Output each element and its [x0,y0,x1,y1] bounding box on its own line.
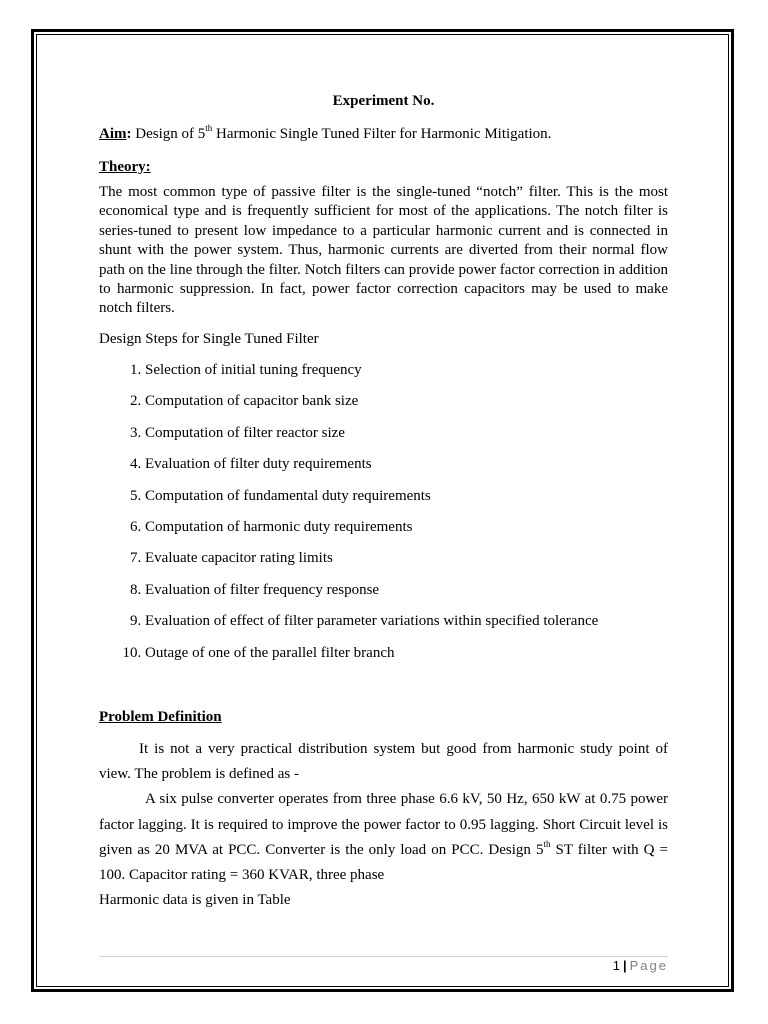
problem-superscript: th [543,838,551,849]
list-item-number: 5. [130,487,142,504]
list-item-text: Selection of initial tuning frequency [145,362,362,378]
list-item [99,519,668,550]
list-item-text: Computation of filter reactor size [145,424,345,441]
list-item-number: 2. [130,393,142,410]
list-item [99,488,668,519]
list-item [99,456,668,487]
page-number: 1 [612,958,620,973]
theory-paragraph: The most common type of passive filter is the single-tuned “notch” filter. This is the most economical type and is frequently sufficient for most of the applications. The notch filter is series-tuned to present low impedance to a particular harmonic current and is connected in shunt with the power system. Thus, harmonic currents are diverted from their normal flow path on the line through the filter. Notch filters can provide power factor correction in addition to harmonic suppression. In fact, power factor correction capacitors may be used to make notch filters. [99,184,668,317]
list-item-text: Computation of fundamental duty requirements [145,487,431,504]
list-item-number: 4. [130,456,142,473]
page-title: Experiment No. [332,93,435,109]
page-footer [613,958,668,973]
aim-text-after: Harmonic Single Tuned Filter for Harmonic Mitigation. [212,126,552,142]
aim-line: Aim: Design of 5th Harmonic Single Tuned Filter for Harmonic Mitigation. [99,123,552,142]
list-item-number: 10. [122,644,142,661]
problem-paragraph-2: A six pulse converter operates from three phase 6.6 kV, 50 Hz, 650 kW at 0.75 power factor lagging. It is required to improve the power factor to 0.95 lagging. Short Circuit level is given as 20 MVA at PCC. Converter is the only load on PCC. Design 5th ST filter with Q = 100. Capacitor rating = 360 KVAR, three phase [99,791,669,884]
list-item-text: Evaluate capacitor rating limits [145,550,333,567]
design-steps-list [99,362,668,676]
list-item [99,582,668,613]
list-item-number: 6. [130,518,142,535]
list-item-text: Evaluation of effect of filter parameter variations within specified tolerance [145,613,599,630]
list-item-text: Evaluation of filter duty requirements [145,456,372,473]
list-item [99,645,668,676]
problem-definition-body [99,737,668,913]
design-steps-heading: Design Steps for Single Tuned Filter [99,331,319,347]
list-item-text: Outage of one of the parallel filter branch [145,644,395,661]
list-item [99,613,668,644]
theory-heading: Theory: [99,159,151,175]
list-item-number: 7. [130,550,142,567]
aim-text-before: Design of 5 [135,126,206,142]
footer-separator: | [622,958,627,973]
list-item-number: 8. [130,581,142,598]
list-item-number: 3. [130,424,142,441]
list-item-number: 1. [130,362,142,378]
list-item-text: Evaluation of filter frequency response [145,581,380,598]
list-item [99,425,668,456]
problem-paragraph-3: Harmonic data is given in Table [99,892,291,909]
aim-superscript: th [205,123,213,133]
aim-label: Aim [99,126,127,142]
list-item [99,362,668,393]
list-item [99,550,668,581]
page-label: Page [629,958,668,973]
list-item-text: Computation of capacitor bank size [145,393,359,410]
list-item-number: 9. [130,613,142,630]
footer-divider [99,956,668,957]
problem-paragraph-1: It is not a very practical distribution system but good from harmonic study point of view. The problem is defined as - [99,741,668,783]
list-item [99,393,668,424]
problem-definition-heading: Problem Definition [99,709,222,725]
list-item-text: Computation of harmonic duty requirements [145,518,413,535]
